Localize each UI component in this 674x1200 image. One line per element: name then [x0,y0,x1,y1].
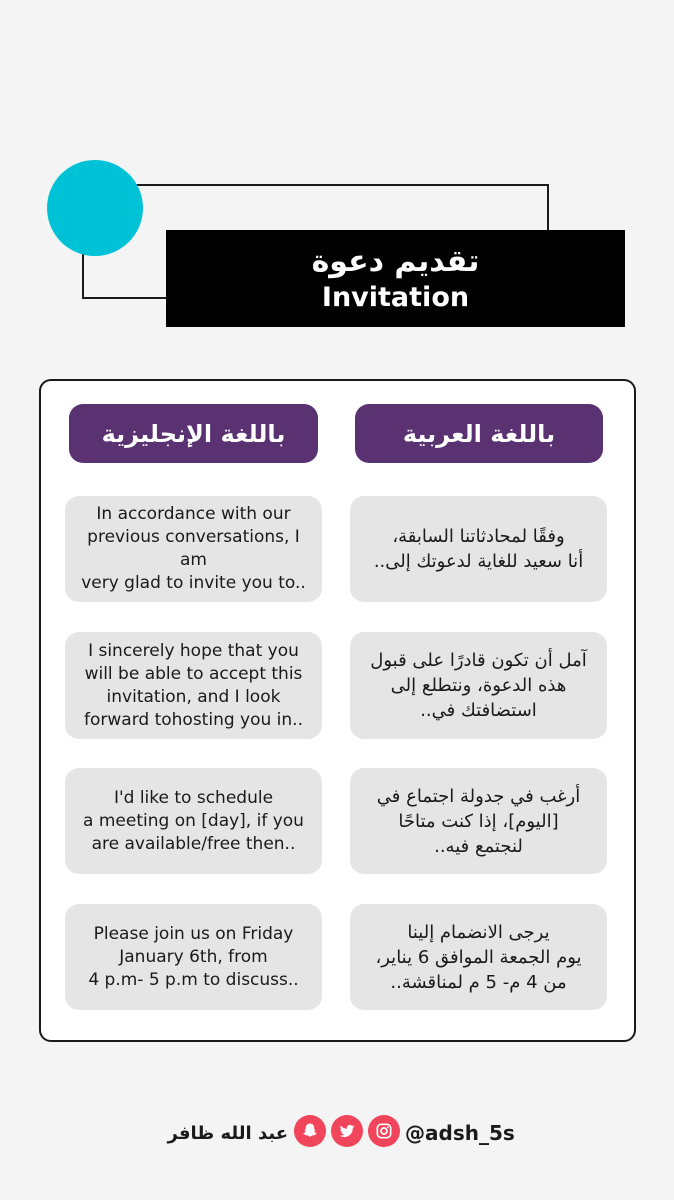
instagram-icon[interactable] [368,1115,400,1147]
footer [0,1115,674,1151]
social-handle[interactable]: @adsh_5s [405,1121,515,1145]
arabic-phrase-1: وفقًا لمحادثاتنا السابقة، أنا سعيد للغاية لدعوتك إلى.. [350,496,607,602]
snapchat-icon[interactable] [294,1115,326,1147]
arabic-phrase-3: أرغب في جدولة اجتماع في [اليوم]، إذا كنت متاحًا لنجتمع فيه.. [350,768,607,874]
english-phrase-1: In accordance with our previous conversations, I am very glad to invite you to.. [65,496,322,602]
title-arabic: تقديم دعوة [311,243,480,279]
english-phrase-4: Please join us on Friday January 6th, from 4 p.m- 5 p.m to discuss.. [65,904,322,1010]
english-phrase-2: I sincerely hope that you will be able to accept this invitation, and I look forward tohosting you in.. [65,632,322,739]
title-english: Invitation [321,281,470,313]
arabic-phrase-2: آمل أن تكون قادرًا على قبول هذه الدعوة، ونتطلع إلى استضافتك في.. [350,632,607,739]
english-phrase-3: I'd like to schedule a meeting on [day], if you are available/free then.. [65,768,322,874]
decorative-circle [47,160,143,256]
author-name: عبد الله ظافر [167,1122,288,1144]
arabic-phrase-4: يرجى الانضمام إلينا يوم الجمعة الموافق 6 يناير، من 4 م- 5 م لمناقشة.. [350,904,607,1010]
title-banner [166,230,625,327]
english-column-label: باللغة الإنجليزية [69,404,318,463]
twitter-icon[interactable] [331,1115,363,1147]
arabic-column-label: باللغة العربية [355,404,603,463]
